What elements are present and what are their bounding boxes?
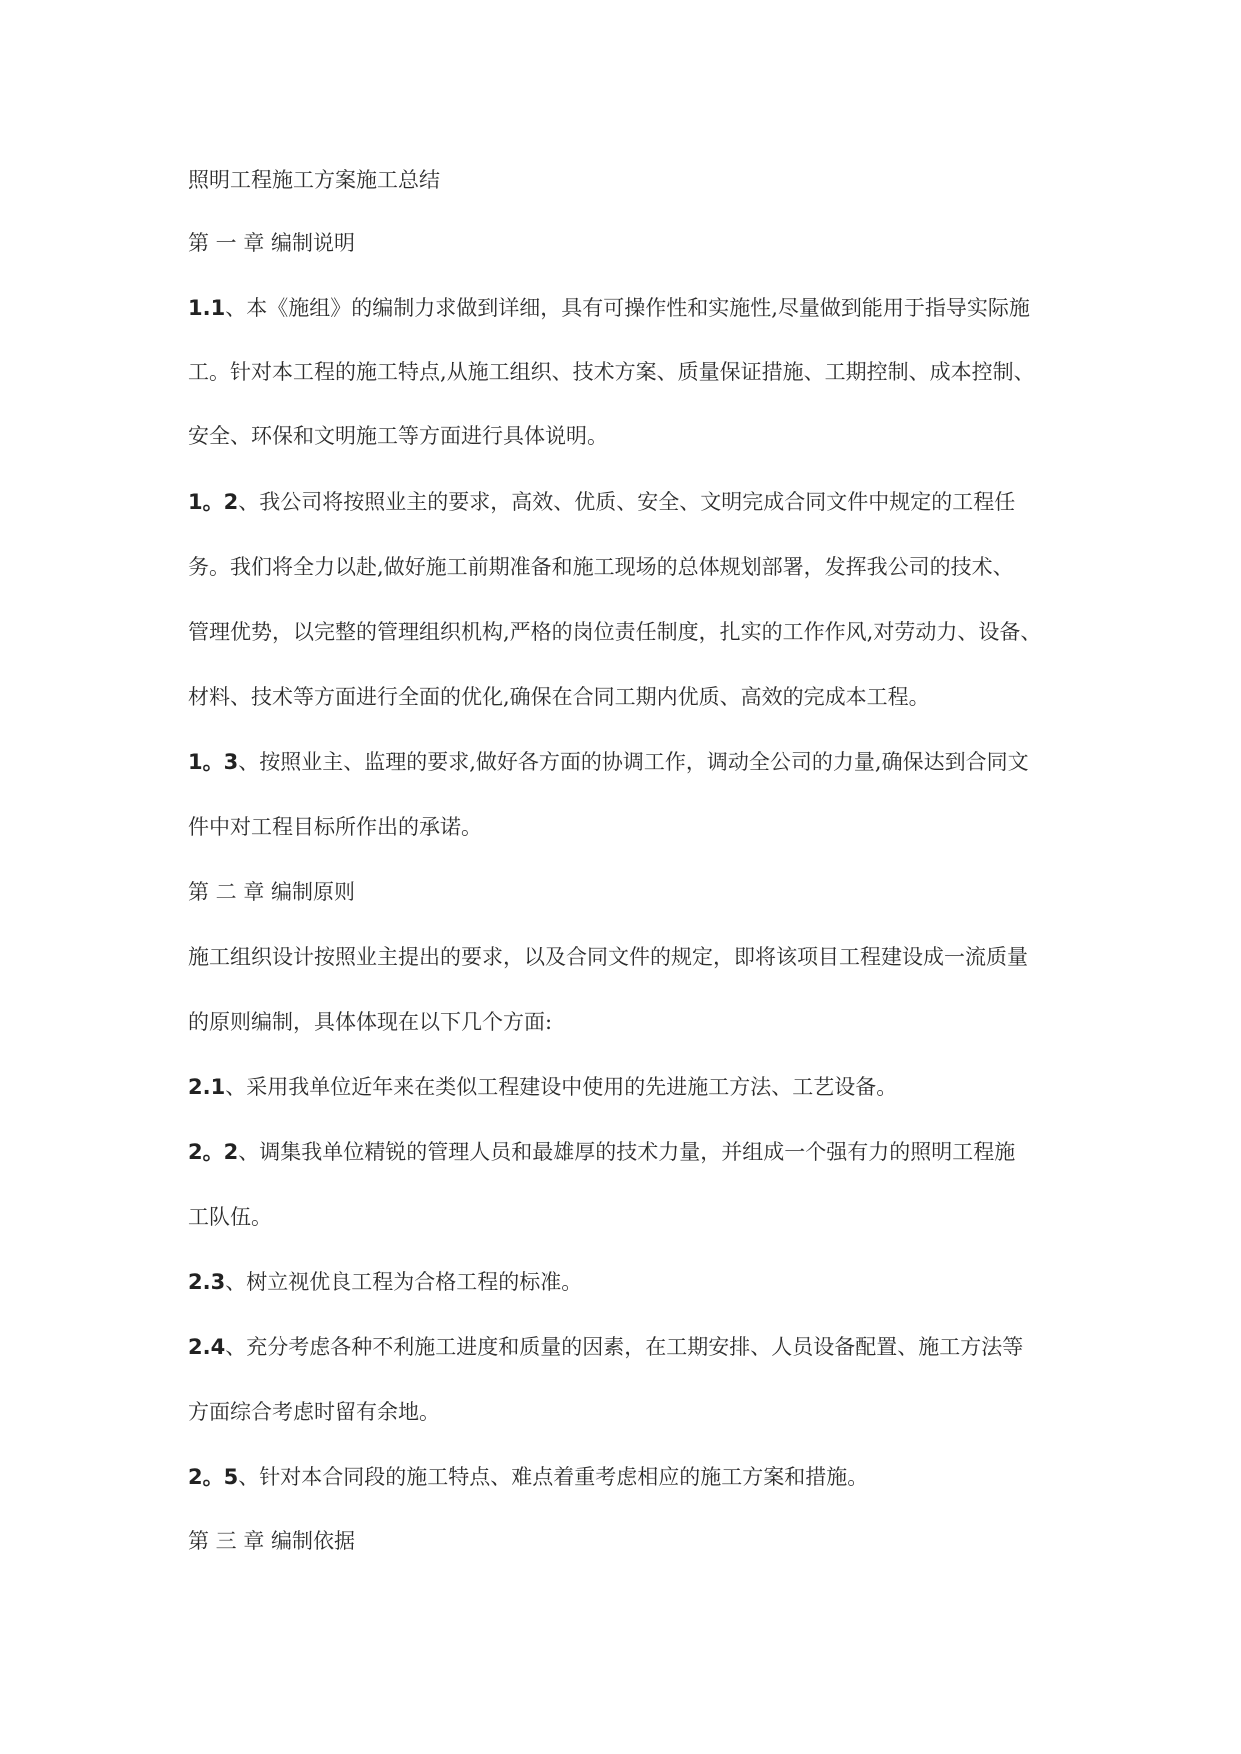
paragraph-text: 、按照业主、监理的要求,做好各方面的协调工作，调动全公司的力量,确保达到合同文 <box>238 750 1029 774</box>
paragraph-1-3-line-2: 件中对工程目标所作出的承诺。 <box>188 815 482 839</box>
section-number: 1。3 <box>188 750 239 774</box>
paragraph-1-1-line-2: 工。针对本工程的施工特点,从施工组织、技术方案、质量保证措施、工期控制、成本控制、 <box>188 360 1035 384</box>
section-number: 2.3 <box>188 1270 226 1294</box>
paragraph-2-2-line-1 <box>188 1138 1015 1166</box>
paragraph-1-1-line-3: 安全、环保和文明施工等方面进行具体说明。 <box>188 424 608 448</box>
paragraph-1-3-line-1 <box>188 748 1029 776</box>
section-number: 2。2 <box>188 1140 239 1164</box>
paragraph-1-2-line-1 <box>188 488 1015 516</box>
section-number: 2。5 <box>188 1465 239 1489</box>
paragraph-2-3 <box>188 1268 582 1296</box>
paragraph-1-1-line-1 <box>188 294 1030 322</box>
paragraph-text: 、充分考虑各种不利施工进度和质量的因素，在工期安排、人员设备配置、施工方法等 <box>225 1335 1024 1359</box>
paragraph-text: 、针对本合同段的施工特点、难点着重考虑相应的施工方案和措施。 <box>238 1465 869 1489</box>
paragraph-text: 、调集我单位精锐的管理人员和最雄厚的技术力量，并组成一个强有力的照明工程施 <box>238 1140 1016 1164</box>
document-title: 照明工程施工方案施工总结 <box>188 168 440 192</box>
paragraph-2-4-line-2: 方面综合考虑时留有余地。 <box>188 1400 440 1424</box>
principles-intro-line-2: 的原则编制，具体体现在以下几个方面: <box>188 1010 553 1034</box>
paragraph-text: 、本《施组》的编制力求做到详细，具有可操作性和实施性,尽量做到能用于指导实际施 <box>225 296 1030 320</box>
paragraph-text: 、我公司将按照业主的要求，高效、优质、安全、文明完成合同文件中规定的工程任 <box>238 490 1016 514</box>
section-number: 1。2 <box>188 490 239 514</box>
paragraph-text: 、树立视优良工程为合格工程的标准。 <box>225 1270 583 1294</box>
chapter-1-heading: 第 一 章 编制说明 <box>188 231 356 255</box>
paragraph-1-2-line-3: 管理优势，以完整的管理组织机构,严格的岗位责任制度，扎实的工作作风,对劳动力、设备、 <box>188 620 1042 644</box>
paragraph-1-2-line-2: 务。我们将全力以赴,做好施工前期准备和施工现场的总体规划部署，发挥我公司的技术、 <box>188 555 1014 579</box>
chapter-3-heading: 第 三 章 编制依据 <box>188 1529 356 1553</box>
paragraph-2-1 <box>188 1073 897 1101</box>
paragraph-text: 、采用我单位近年来在类似工程建设中使用的先进施工方法、工艺设备。 <box>225 1075 898 1099</box>
paragraph-2-5 <box>188 1463 868 1491</box>
section-number: 1.1 <box>188 296 226 320</box>
section-number: 2.1 <box>188 1075 226 1099</box>
paragraph-1-2-line-4: 材料、技术等方面进行全面的优化,确保在合同工期内优质、高效的完成本工程。 <box>188 685 930 709</box>
paragraph-2-2-line-2: 工队伍。 <box>188 1205 272 1229</box>
principles-intro-line-1: 施工组织设计按照业主提出的要求，以及合同文件的规定，即将该项目工程建设成一流质量 <box>188 945 1028 969</box>
section-number: 2.4 <box>188 1335 226 1359</box>
paragraph-2-4-line-1 <box>188 1333 1023 1361</box>
chapter-2-heading: 第 二 章 编制原则 <box>188 880 356 904</box>
